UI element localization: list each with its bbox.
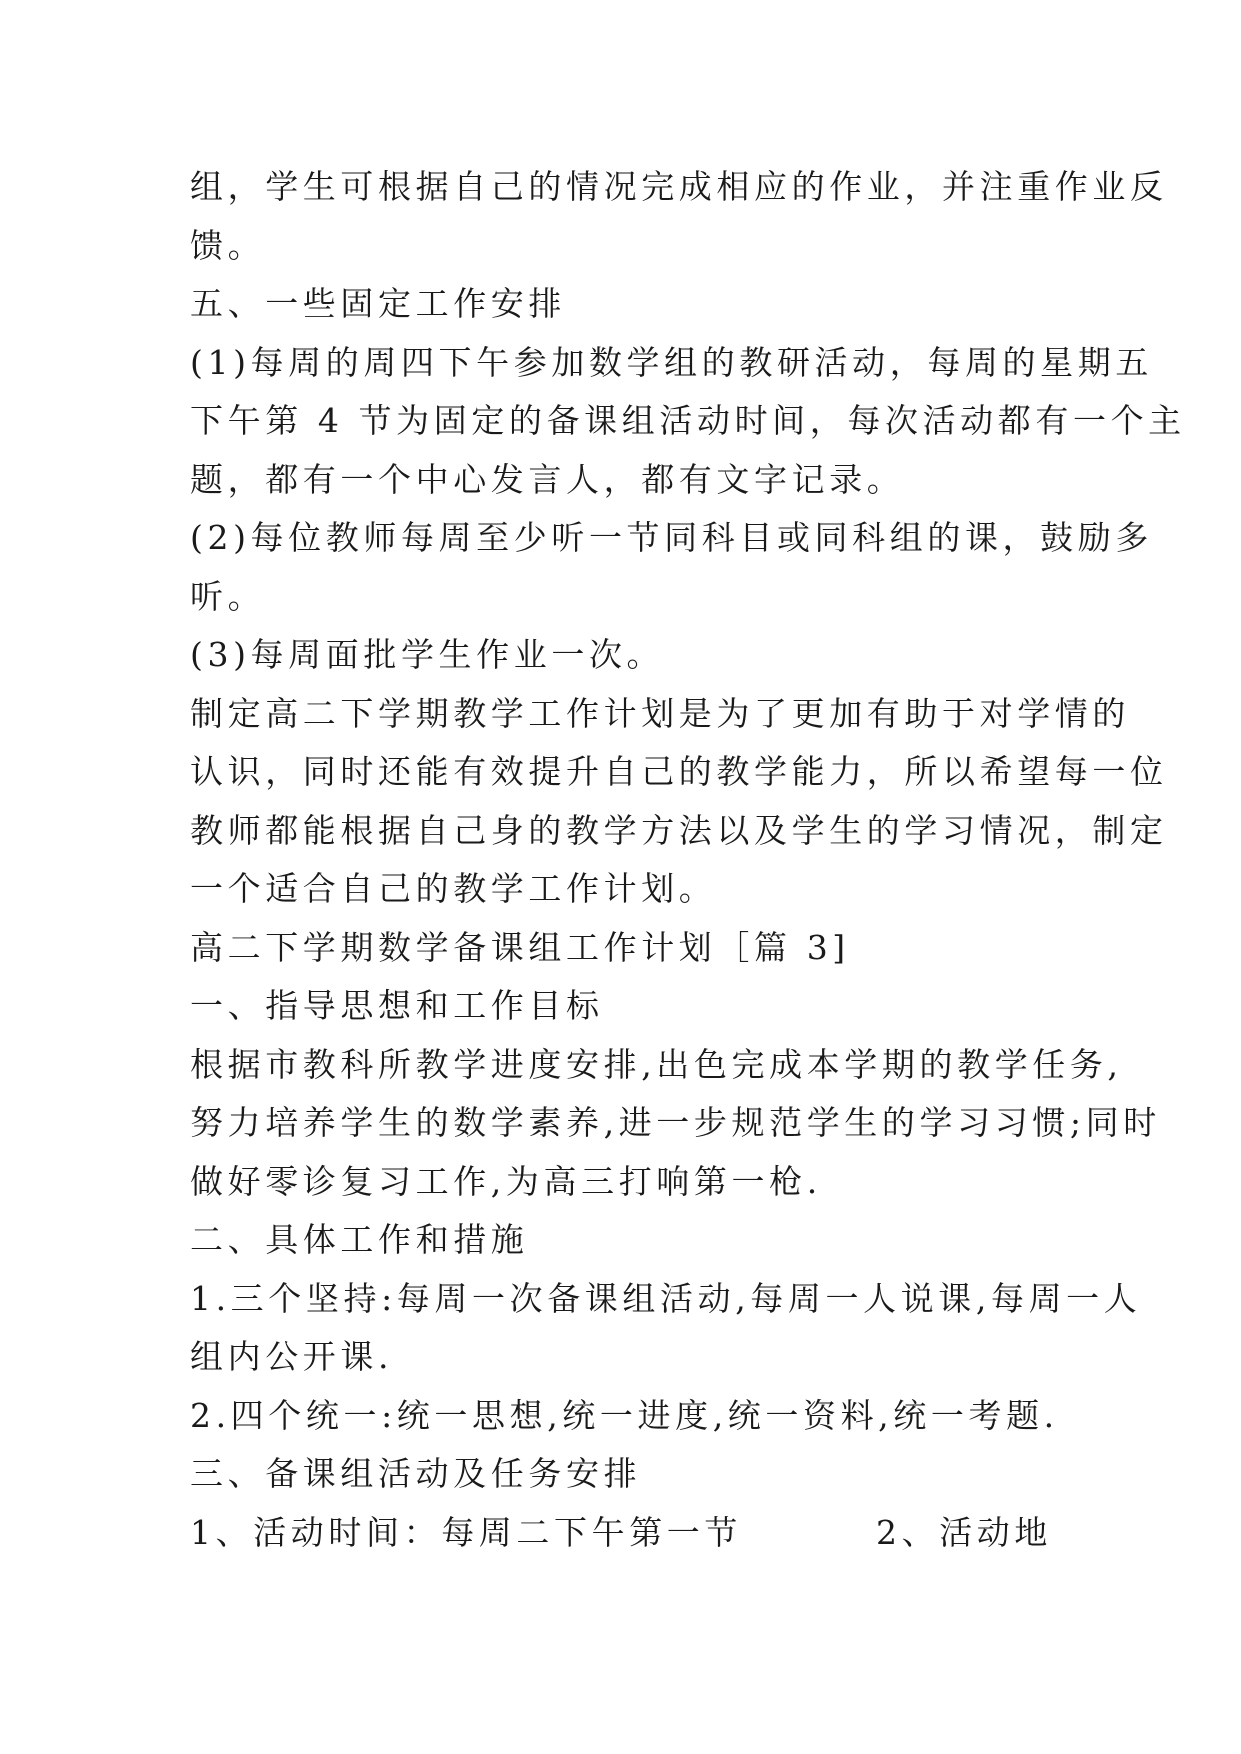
text-line: (1)每周的周四下午参加数学组的教研活动，每周的星期五 xyxy=(190,342,1153,382)
section-heading: 二、具体工作和措施 xyxy=(190,1220,529,1259)
text-line: 组，学生可根据自己的情况完成相应的作业，并注重作业反 xyxy=(190,167,1168,206)
text-line: 题，都有一个中心发言人，都有文字记录。 xyxy=(190,459,905,499)
text-line: 下午第 4 节为固定的备课组活动时间，每次活动都有一个主 xyxy=(190,401,1186,440)
activity-time: 1、活动时间：每周二下午第一节 xyxy=(190,1512,742,1552)
text-line: 馈。 xyxy=(190,225,266,265)
section-heading: 一、指导思想和工作目标 xyxy=(190,986,604,1025)
document-title: 高二下学期数学备课组工作计划［篇 3] xyxy=(190,927,850,967)
activity-location: 2、活动地 xyxy=(876,1512,1052,1552)
text-line: 做好零诊复习工作,为高三打响第一枪. xyxy=(190,1161,822,1201)
document-body xyxy=(190,158,1186,1562)
activity-line xyxy=(190,1504,1052,1563)
text-line: 努力培养学生的数学素养,进一步规范学生的学习习惯;同时 xyxy=(190,1103,1161,1142)
text-line: 听。 xyxy=(190,576,266,616)
text-line: (3)每周面批学生作业一次。 xyxy=(190,635,665,674)
text-line: 2.四个统一:统一思想,统一进度,统一资料,统一考题. xyxy=(190,1395,1059,1435)
text-line: 制定高二下学期教学工作计划是为了更加有助于对学情的 xyxy=(190,693,1130,733)
text-line: 认识，同时还能有效提升自己的教学能力，所以希望每一位 xyxy=(190,752,1168,791)
text-line: 教师都能根据自己身的教学方法以及学生的学习情况，制定 xyxy=(190,810,1168,850)
text-line: 组内公开课. xyxy=(190,1337,394,1376)
text-line: 根据市教科所教学进度安排,出色完成本学期的教学任务, xyxy=(190,1044,1123,1084)
text-line: 1.三个坚持:每周一次备课组活动,每周一人说课,每周一人 xyxy=(190,1278,1142,1318)
text-line: (2)每位教师每周至少听一节同科目或同科组的课，鼓励多 xyxy=(190,518,1153,557)
section-heading: 三、备课组活动及任务安排 xyxy=(190,1454,642,1493)
section-heading: 五、一些固定工作安排 xyxy=(190,284,566,323)
text-line: 一个适合自己的教学工作计划。 xyxy=(190,869,717,908)
